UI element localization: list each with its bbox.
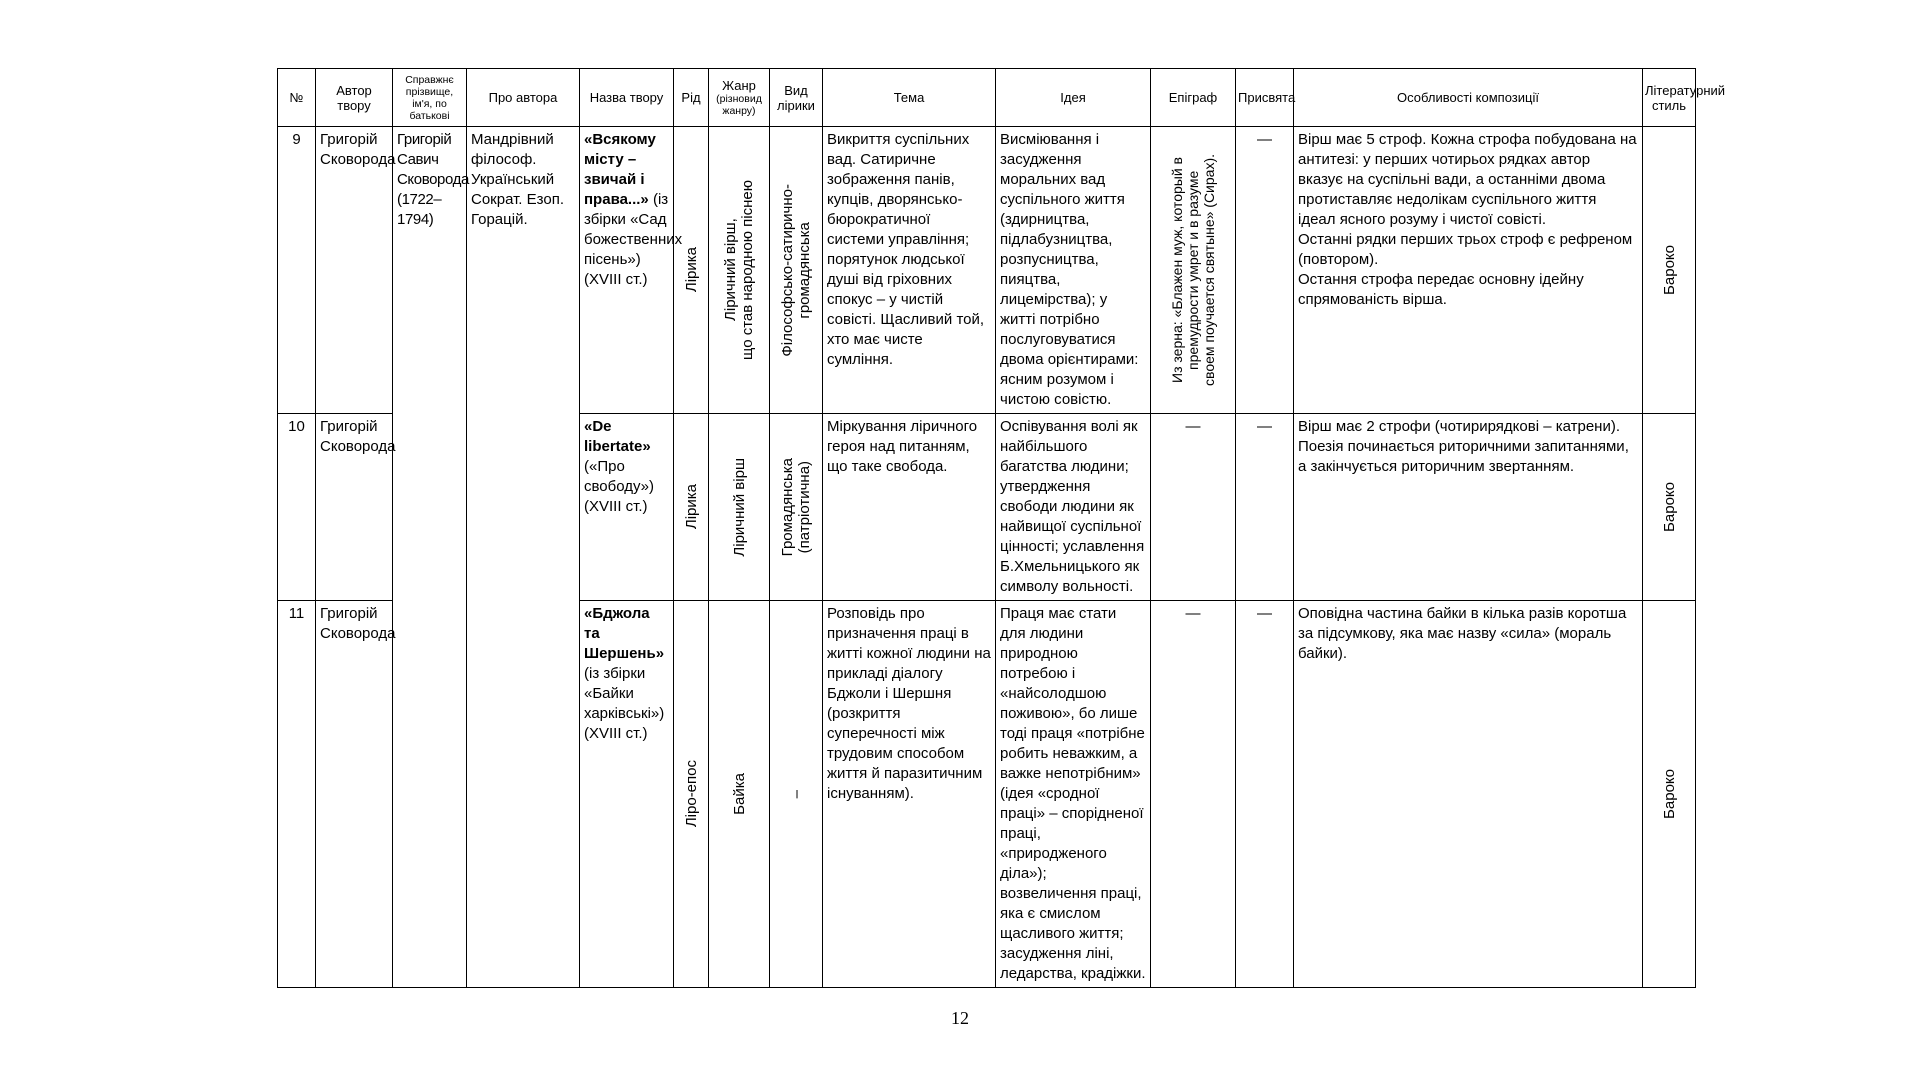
work-title-source: (із збірки «Сад божественних пісень») (XVIII ст.) bbox=[584, 191, 683, 288]
composition-cell: Оповідна частина байки в кілька разів коротша за підсумкову, яка має назву «сила» (мораль байки). bbox=[1294, 601, 1643, 988]
work-title-source: (із збірки «Байки харківські») (XVIII ст.) bbox=[584, 665, 665, 742]
header-title: Назва твору bbox=[580, 69, 674, 127]
lyric-type-cell bbox=[770, 414, 823, 601]
theme-cell: Викриття суспільних вад. Сатиричне зображення панів, купців, дворянсько-бюрократичної системи управління; порятунок людської душі від гріховних спокус – у чистій совісті. Щасливий той, хто має чисте сумління. bbox=[823, 127, 996, 414]
about-author-cell bbox=[467, 601, 580, 988]
about-author-cell bbox=[467, 414, 580, 601]
style-cell bbox=[1643, 601, 1696, 988]
literature-table bbox=[277, 68, 1726, 988]
genre-cell bbox=[709, 127, 770, 414]
header-rid: Рід bbox=[674, 69, 709, 127]
row-number: 10 bbox=[278, 414, 316, 601]
lyric-type-text: – bbox=[787, 789, 805, 799]
rid-cell bbox=[674, 601, 709, 988]
style-text: Бароко bbox=[1660, 245, 1678, 295]
header-theme: Тема bbox=[823, 69, 996, 127]
epigraph-cell: — bbox=[1151, 414, 1236, 601]
header-epigraph: Епіграф bbox=[1151, 69, 1236, 127]
dedication-cell: — bbox=[1236, 601, 1294, 988]
title-cell bbox=[580, 414, 674, 601]
row-number: 9 bbox=[278, 127, 316, 414]
dedication-cell: — bbox=[1236, 127, 1294, 414]
epigraph-cell: — bbox=[1151, 601, 1236, 988]
genre-cell bbox=[709, 601, 770, 988]
theme-cell: Міркування ліричного героя над питанням, що таке свобода. bbox=[823, 414, 996, 601]
title-cell bbox=[580, 601, 674, 988]
genre-text: Ліричний вірш bbox=[730, 457, 748, 557]
rid-text: Лірика bbox=[682, 247, 700, 293]
lyric-type-text: Філософсько-сатирично- громадянська bbox=[779, 183, 813, 357]
header-row bbox=[278, 69, 1696, 127]
table-row bbox=[278, 414, 1696, 601]
table-row bbox=[278, 127, 1696, 414]
style-cell bbox=[1643, 414, 1696, 601]
dedication-cell: — bbox=[1236, 414, 1294, 601]
about-author-cell: Мандрівний філософ. Український Сократ. Езоп. Горацій. bbox=[467, 127, 580, 414]
genre-text: Ліричний вірш, що став народною піснею bbox=[722, 180, 756, 360]
rid-cell bbox=[674, 414, 709, 601]
author-cell: Григорій Сковорода bbox=[316, 414, 393, 601]
header-style: Літературний стиль bbox=[1643, 69, 1696, 127]
header-lyric-type: Вид лірики bbox=[770, 69, 823, 127]
idea-cell: Праця має стати для людини природною потребою і «найсолодшою поживою», бо лише тоді праця «потрібне робить неважким, а важке непотрібним» (ідея «сродної праці» – спорідненої праці, «природженого діла»); возвеличення праці, яка є смислом щасливого життя; засудження ліні, ледарства, крадіжки. bbox=[996, 601, 1151, 988]
author-cell: Григорій Сковорода bbox=[316, 601, 393, 988]
row-number: 11 bbox=[278, 601, 316, 988]
style-text: Бароко bbox=[1660, 482, 1678, 532]
composition-cell: Вірш має 5 строф. Кожна строфа побудована на антитезі: у перших чотирьох рядках автор вказує на суспільні вади, а останніми двома протиставляє недолікам суспільного життя ідеал ясного розуму і чистої совісті. Останні рядки перших трьох строф є рефреном (повтором). Остання строфа передає основну ідейну спрямованість вірша. bbox=[1294, 127, 1643, 414]
header-num: № bbox=[278, 69, 316, 127]
style-text: Бароко bbox=[1660, 769, 1678, 819]
epigraph-text: Из зерна: «Блажен муж, который в премудрости умрет и в разуме своем поучается святыне» (Сирах). bbox=[1169, 154, 1217, 386]
header-dedication: Присвята bbox=[1236, 69, 1294, 127]
header-idea: Ідея bbox=[996, 69, 1151, 127]
work-title: «Бджола та Шершень» bbox=[584, 605, 665, 662]
theme-cell: Розповідь про призначення праці в житті кожної людини на прикладі діалогу Бджоли і Шершня (розкриття суперечності між трудовим способом життя й паразитичним існуванням). bbox=[823, 601, 996, 988]
lyric-type-text: Громадянська (патріотична) bbox=[779, 457, 813, 557]
idea-cell: Висміювання і засудження моральних вад суспільного життя (здирництва, підлабузництва, розпусництва, пияцтва, лицемірства); у житті потрібно послуговуватися двома орієнтирами: ясним розумом і чистою совістю. bbox=[996, 127, 1151, 414]
header-author: Автор твору bbox=[316, 69, 393, 127]
style-cell bbox=[1643, 127, 1696, 414]
lyric-type-cell bbox=[770, 601, 823, 988]
header-real-name bbox=[393, 69, 467, 127]
header-composition: Особливості композиції bbox=[1294, 69, 1643, 127]
work-title-source: («Про свободу») (XVIII ст.) bbox=[584, 458, 655, 515]
idea-cell: Оспівування волі як найбільшого багатства людини; утвердження свободи людини як найвищої суспільної цінності; уславлення Б.Хмельницького як символу вольності. bbox=[996, 414, 1151, 601]
rid-cell bbox=[674, 127, 709, 414]
rid-text: Лірика bbox=[682, 484, 700, 530]
table-row bbox=[278, 601, 1696, 988]
header-about: Про автора bbox=[467, 69, 580, 127]
genre-text: Байка bbox=[730, 773, 748, 815]
real-name-cell: Григорій Савич Сковорода (1722–1794) bbox=[393, 127, 467, 414]
author-cell: Григорій Сковорода bbox=[316, 127, 393, 414]
real-name-cell bbox=[393, 601, 467, 988]
header-genre-main: Жанр bbox=[722, 78, 756, 93]
header-genre bbox=[709, 69, 770, 127]
work-title: «Всякому місту – звичай і права...» bbox=[584, 131, 656, 208]
epigraph-cell bbox=[1151, 127, 1236, 414]
header-genre-sub: (різновид жанру) bbox=[716, 93, 762, 117]
composition-cell: Вірш має 2 строфи (чотирирядкові – катрени). Поезія починається риторичними запитаннями, а закінчується риторичним звертанням. bbox=[1294, 414, 1643, 601]
work-title: «De libertate» bbox=[584, 418, 651, 455]
real-name-cell bbox=[393, 414, 467, 601]
header-real-name-text: Справжнє прізвище, ім'я, по батькові bbox=[405, 73, 454, 122]
page-number: 12 bbox=[951, 1008, 969, 1028]
rid-text: Ліро-епос bbox=[682, 760, 700, 828]
title-cell bbox=[580, 127, 683, 414]
lyric-type-cell bbox=[770, 127, 823, 414]
genre-cell bbox=[709, 414, 770, 601]
